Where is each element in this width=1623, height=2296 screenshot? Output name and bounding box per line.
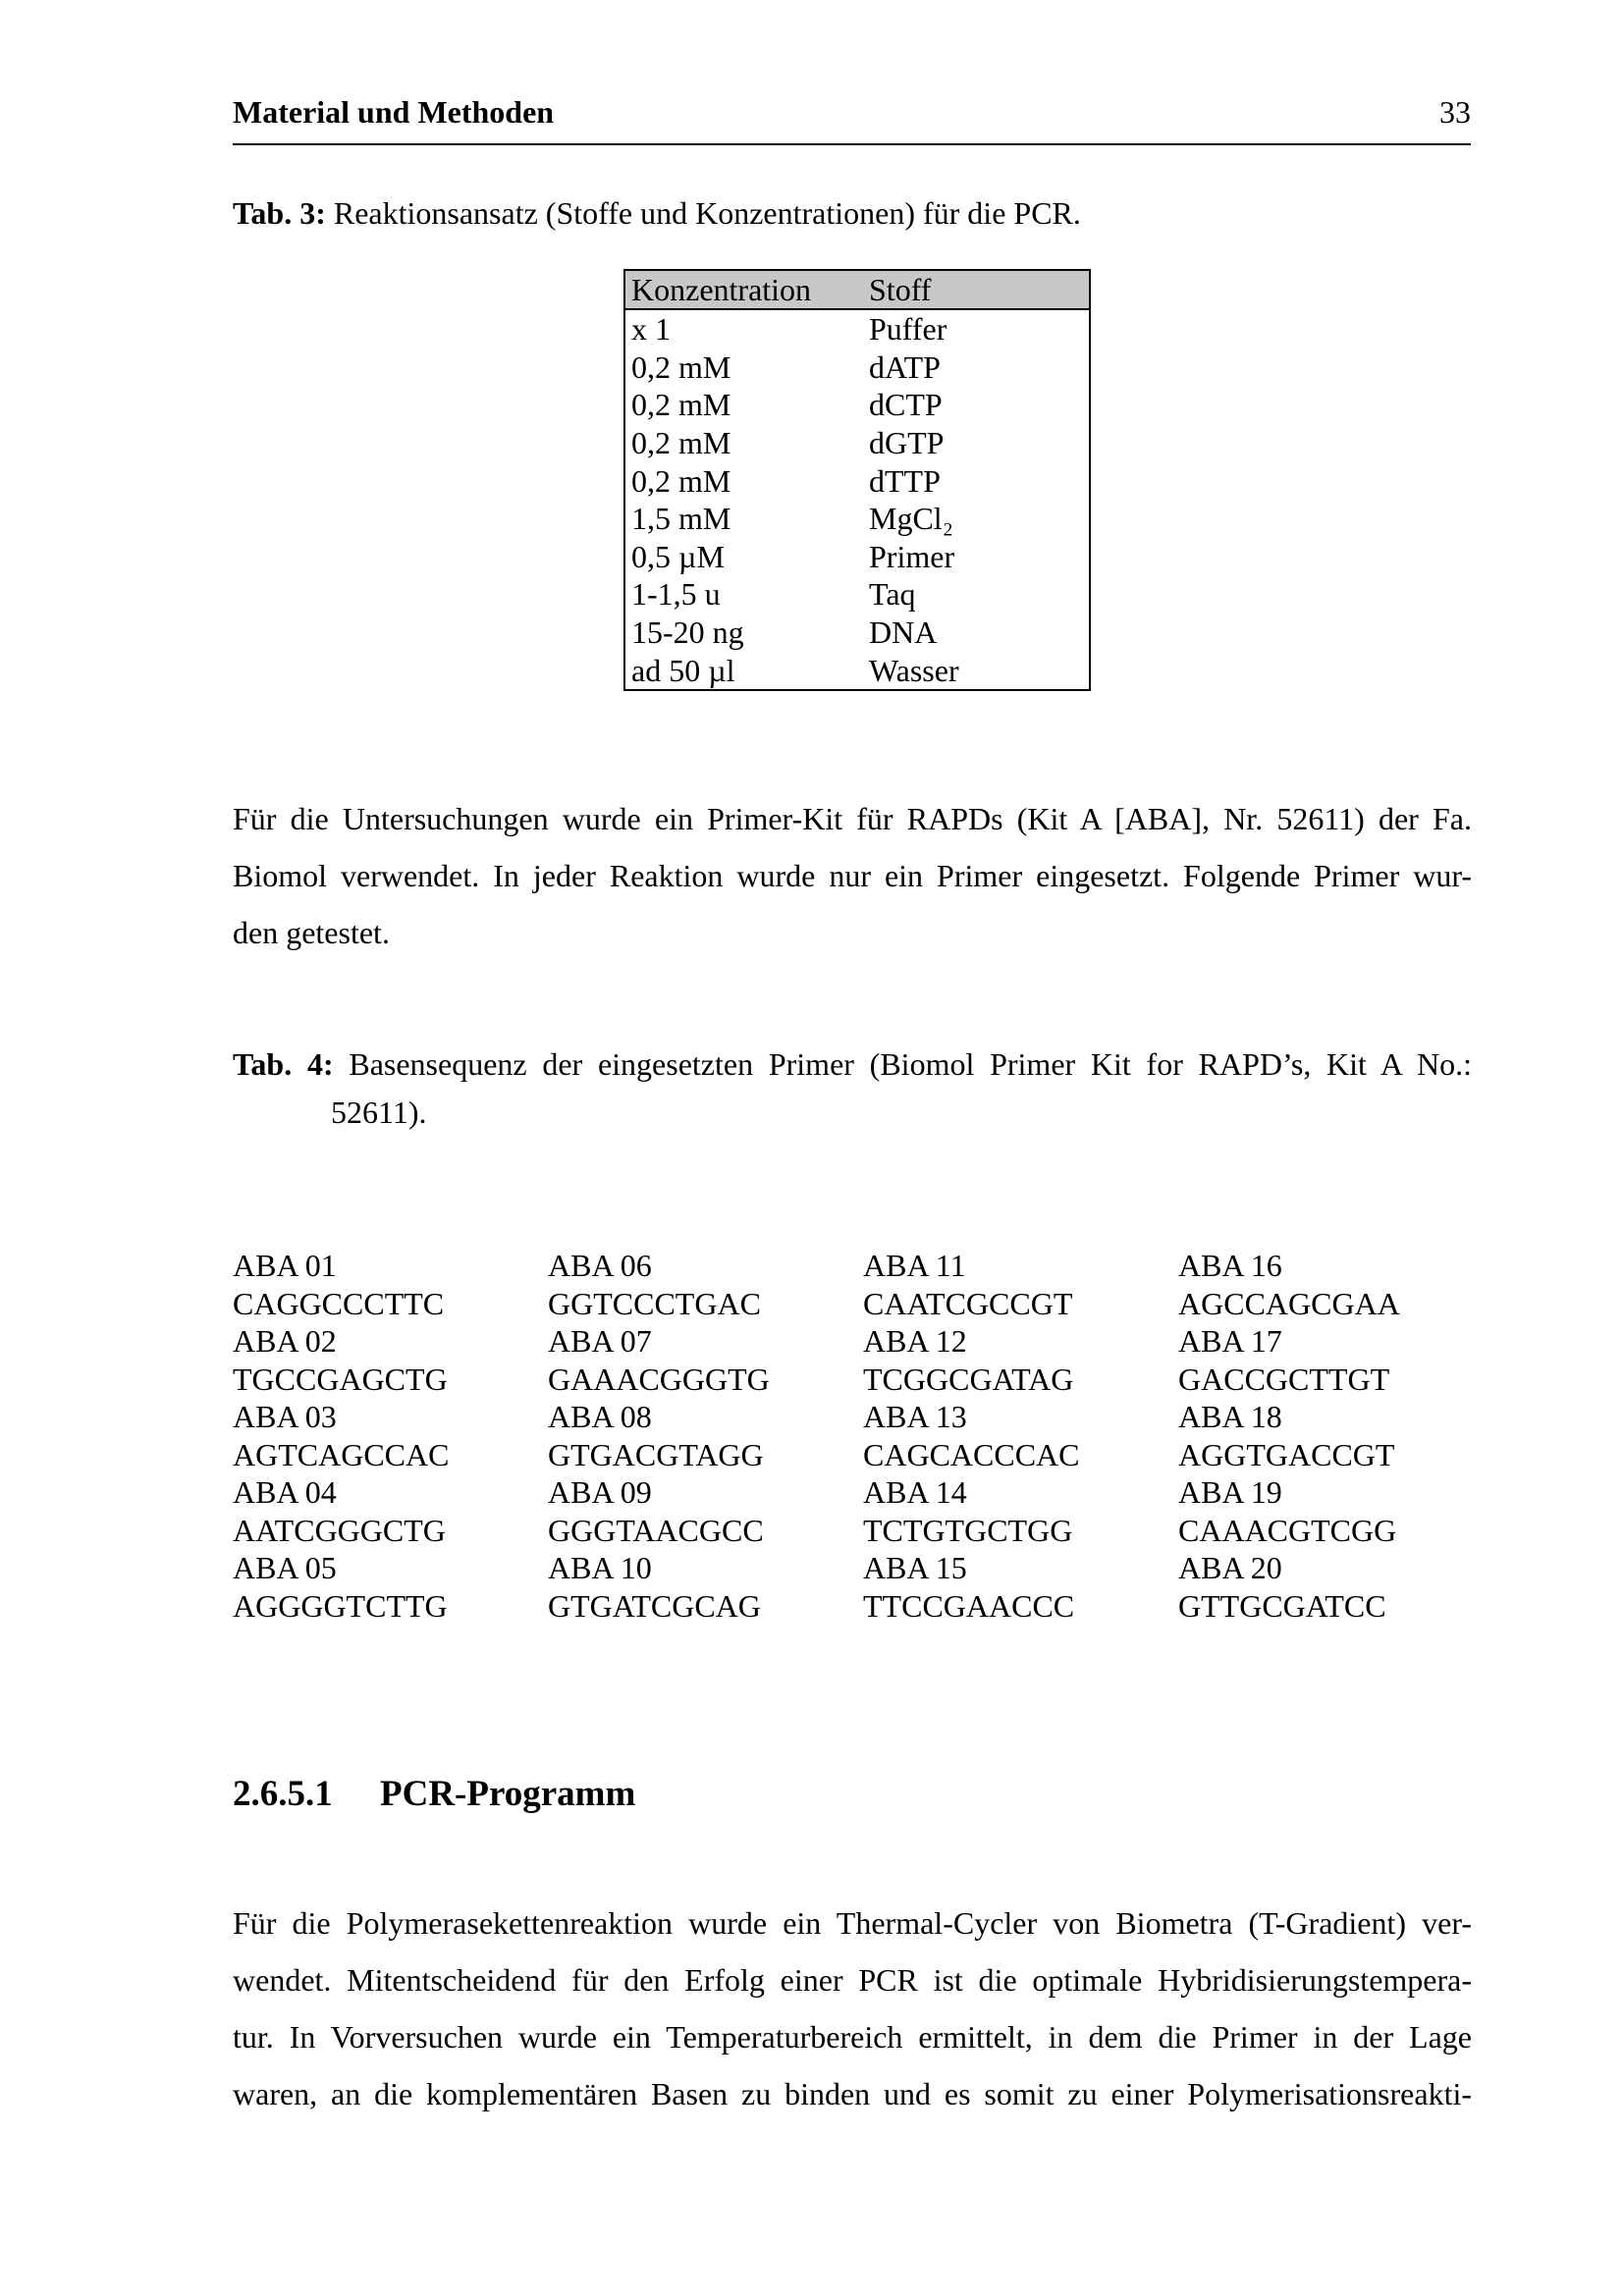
table4-caption-text: Basensequenz der eingesetzten Primer (Biomol Primer Kit for RAPD’s, Kit A No.: — [333, 1046, 1473, 1082]
primer-sequence: GGTCCCTGAC — [548, 1285, 761, 1321]
primer-id: ABA 13 — [863, 1399, 967, 1434]
table-row — [624, 575, 1090, 614]
primer-id: ABA 17 — [1178, 1323, 1282, 1359]
concentration-table — [623, 269, 1091, 691]
primer-sequence: CAATCGCCGT — [863, 1285, 1073, 1321]
concentration-cell: 0,5 µM — [631, 538, 725, 574]
column-header-stoff: Stoff — [863, 270, 1090, 309]
substance-cell: dTTP — [869, 462, 941, 499]
table4-caption-label: Tab. 4: — [233, 1046, 334, 1082]
primer-sequence: TCGGCGATAG — [863, 1361, 1074, 1397]
substance-cell: Taq — [869, 576, 916, 613]
substance-cell: MgCl₂ — [869, 501, 953, 537]
paragraph-line: tur. In Vorversuchen wurde ein Temperaturbereich ermittelt, in dem die Primer in der Lage — [233, 2019, 1472, 2055]
primer-sequence: GTGATCGCAG — [548, 1587, 761, 1624]
substance-cell: Wasser — [869, 652, 959, 688]
primer-sequence: AGTCAGCCAC — [233, 1436, 450, 1472]
primer-sequence: CAGCACCCAC — [863, 1436, 1080, 1472]
table3-caption-label: Tab. 3: — [233, 195, 326, 231]
concentration-cell: ad 50 µl — [631, 652, 735, 688]
primer-sequence: GTTGCGATCC — [1178, 1587, 1386, 1624]
primer-id: ABA 19 — [1178, 1474, 1282, 1510]
paragraph-line: waren, an die komplementären Basen zu binden und es somit zu einer Polymerisationsreakti- — [233, 2076, 1472, 2111]
concentration-cell: 0,2 mM — [631, 462, 731, 499]
substance-cell: Puffer — [869, 311, 947, 347]
table-row — [624, 500, 1090, 538]
table-row — [624, 348, 1090, 387]
section-title: PCR-Programm — [380, 1774, 636, 1814]
primer-sequence: AATCGGGCTG — [233, 1512, 446, 1548]
primer-id: ABA 06 — [548, 1248, 652, 1283]
table-header-row — [624, 270, 1090, 309]
primer-id: ABA 10 — [548, 1550, 652, 1585]
substance-cell: dATP — [869, 348, 941, 385]
table-row — [624, 614, 1090, 652]
paragraph-line: wendet. Mitentscheidend für den Erfolg einer PCR ist die optimale Hybridisierungstempera- — [233, 1962, 1472, 1998]
primer-id: ABA 03 — [233, 1399, 337, 1434]
concentration-cell: 1-1,5 u — [631, 576, 721, 613]
primer-id: ABA 05 — [233, 1550, 337, 1585]
primer-sequence: CAGGCCCTTC — [233, 1285, 445, 1321]
table-row — [624, 538, 1090, 576]
substance-cell: Primer — [869, 538, 955, 574]
primer-id: ABA 02 — [233, 1323, 337, 1359]
primer-id: ABA 12 — [863, 1323, 967, 1359]
paragraph-line: Für die Polymerasekettenreaktion wurde ein Thermal-Cycler von Biometra (T-Gradient) ver- — [233, 1905, 1472, 1941]
table3-caption-text: Reaktionsansatz (Stoffe und Konzentrationen) für die PCR. — [325, 195, 1081, 231]
primer-id: ABA 14 — [863, 1474, 967, 1510]
primer-id: ABA 18 — [1178, 1399, 1282, 1434]
column-header-konzentration: Konzentration — [624, 270, 863, 309]
table4-caption-continuation: 52611). — [331, 1095, 427, 1130]
primer-sequence: AGGGGTCTTG — [233, 1587, 448, 1624]
pcr-program-paragraph — [233, 1895, 1472, 2122]
primer-id: ABA 09 — [548, 1474, 652, 1510]
concentration-cell: 0,2 mM — [631, 387, 731, 423]
primer-id: ABA 11 — [863, 1248, 966, 1283]
concentration-cell: 0,2 mM — [631, 348, 731, 385]
primer-column — [233, 1247, 449, 1625]
paragraph-line: den getestet. — [233, 915, 390, 950]
table-row — [624, 651, 1090, 690]
primer-sequence: CAAACGTCGG — [1178, 1512, 1397, 1548]
primer-sequence: AGGTGACCGT — [1178, 1436, 1395, 1472]
primer-id: ABA 08 — [548, 1399, 652, 1434]
concentration-cell: x 1 — [631, 311, 671, 347]
primer-column — [1178, 1247, 1400, 1625]
table-row — [624, 386, 1090, 424]
primer-sequence: TCTGTGCTGG — [863, 1512, 1073, 1548]
primer-sequence: GAAACGGGTG — [548, 1361, 770, 1397]
concentration-cell: 15-20 ng — [631, 614, 744, 651]
section-heading — [233, 1773, 635, 1815]
substance-cell: dCTP — [869, 387, 943, 423]
table-row — [624, 461, 1090, 500]
paragraph-line: Biomol verwendet. In jeder Reaktion wurde nur ein Primer eingesetzt. Folgende Primer wur- — [233, 858, 1472, 893]
primer-id: ABA 04 — [233, 1474, 337, 1510]
primer-kit-paragraph — [233, 790, 1472, 961]
primer-id: ABA 16 — [1178, 1248, 1282, 1283]
primer-id: ABA 07 — [548, 1323, 652, 1359]
primer-id: ABA 20 — [1178, 1550, 1282, 1585]
table-row — [624, 309, 1090, 348]
substance-cell: dGTP — [869, 425, 945, 461]
page-header — [233, 94, 1471, 145]
substance-cell: DNA — [869, 614, 938, 651]
primer-sequence: TGCCGAGCTG — [233, 1361, 448, 1397]
concentration-cell: 0,2 mM — [631, 425, 731, 461]
primer-id: ABA 15 — [863, 1550, 967, 1585]
concentration-cell: 1,5 mM — [631, 501, 731, 537]
running-title: Material und Methoden — [233, 94, 555, 130]
primer-sequence: GACCGCTTGT — [1178, 1361, 1390, 1397]
primer-column — [863, 1247, 1080, 1625]
primer-sequence: GGGTAACGCC — [548, 1512, 764, 1548]
table-row — [624, 424, 1090, 462]
table4-caption — [233, 1036, 1472, 1093]
paragraph-line: Für die Untersuchungen wurde ein Primer-Kit für RAPDs (Kit A [ABA], Nr. 52611) der Fa. — [233, 801, 1472, 836]
page-number: 33 — [1439, 94, 1471, 130]
primer-sequence: TTCCGAACCC — [863, 1587, 1075, 1624]
section-number: 2.6.5.1 — [233, 1774, 333, 1814]
table3-caption — [233, 185, 1081, 241]
primer-id: ABA 01 — [233, 1248, 337, 1283]
primer-column — [548, 1247, 770, 1625]
primer-sequence: GTGACGTAGG — [548, 1436, 764, 1472]
primer-sequence: AGCCAGCGAA — [1178, 1285, 1400, 1321]
